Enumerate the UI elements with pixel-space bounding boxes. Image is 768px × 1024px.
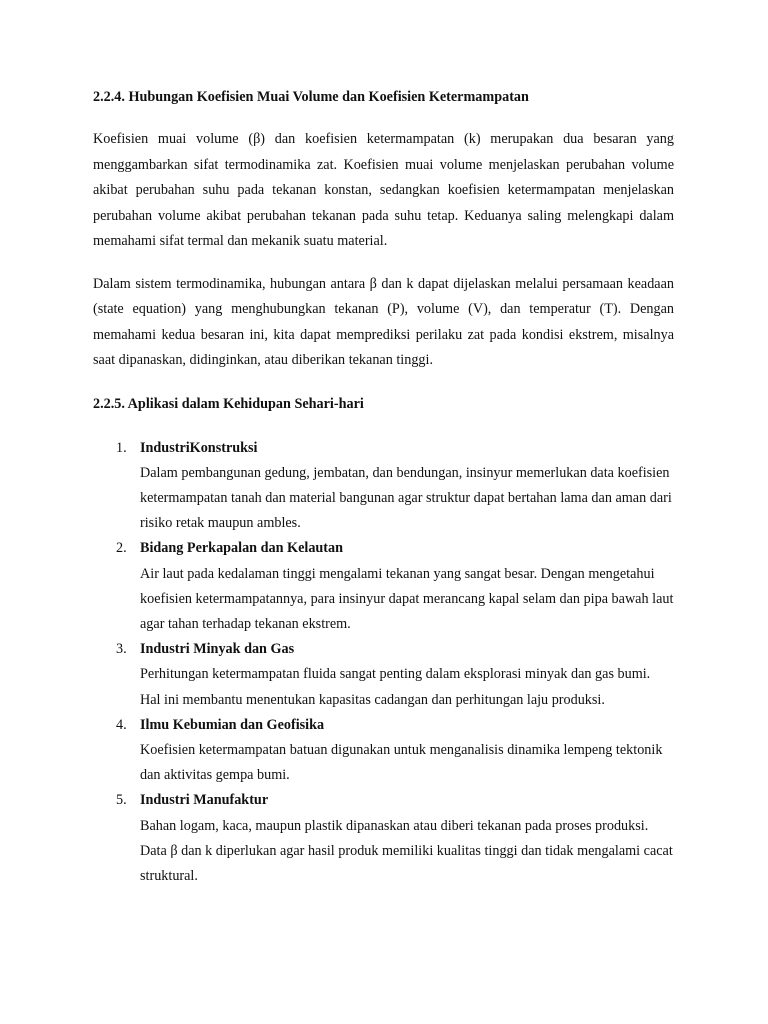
list-item-number: 5. [116,792,127,809]
list-item [93,536,674,637]
list-item [93,637,674,713]
list-item [93,713,674,789]
list-item-title: IndustriKonstruksi [140,439,258,456]
section-heading-2-2-5: 2.2.5. Aplikasi dalam Kehidupan Sehari-hari [93,395,364,412]
list-item-text: Air laut pada kedalaman tinggi mengalami tekanan yang sangat besar. Dengan mengetahui koefisien ketermampatannya, para insinyur dapat merancang kapal selam dan pipa bawah laut agar tahan terhadap tekanan ekstrem. [140,565,674,632]
list-item [93,788,674,889]
list-item-text: Perhitungan ketermampatan fluida sangat penting dalam eksplorasi minyak dan gas bumi. Hal ini membantu menentukan kapasitas cadangan dan perhitungan laju produksi. [140,666,651,708]
document-content [93,87,674,889]
list-item-title: Ilmu Kebumian dan Geofisika [140,716,325,733]
list-item-title: Industri Minyak dan Gas [140,641,295,658]
list-item-text: Koefisien ketermampatan batuan digunakan untuk menganalisis dinamika lempeng tektonik dan aktivitas gempa bumi. [140,741,663,784]
list-item-title: Bidang Perkapalan dan Kelautan [140,540,344,557]
list-item-number: 4. [116,716,127,733]
list-item-number: 2. [116,540,127,557]
paragraph-koefisien-definition: Koefisien muai volume (β) dan koefisien ketermampatan (k) merupakan dua besaran yang menggambarkan sifat termodinamika zat. Koefisien muai volume menjelaskan perubahan volume akibat perubahan suhu pada tekanan konstan, sedangkan koefisien ketermampatan menjelaskan perubahan volume akibat perubahan tekanan pada suhu tetap. Keduanya saling melengkapi dalam memahami sifat termal dan mekanik suatu material. [93,131,674,249]
list-item-text: Dalam pembangunan gedung, jembatan, dan bendungan, insinyur memerlukan data koefisien ketermampatan tanah dan material bangunan agar struktur dapat bertahan lama dan aman dari risiko retak maupun ambles. [140,464,672,532]
section-heading-2-2-4: 2.2.4. Hubungan Koefisien Muai Volume dan Koefisien Ketermampatan [93,89,529,105]
paragraph-termodinamika-relation: Dalam sistem termodinamika, hubungan antara β dan k dapat dijelaskan melalui persamaan keadaan (state equation) yang menghubungkan tekanan (P), volume (V), dan temperatur (T). Dengan memahami kedua besaran ini, kita dapat memprediksi perilaku zat pada kondisi ekstrem, misalnya saat dipanaskan, didinginkan, atau diberikan tekanan tinggi. [93,275,674,368]
list-item-text: Bahan logam, kaca, maupun plastik dipanaskan atau diberi tekanan pada proses produksi. Data β dan k diperlukan agar hasil produk memiliki kualitas tinggi dan tidak mengalami cacat struktural. [140,817,673,884]
list-item-number: 1. [116,439,127,456]
list-item-title: Industri Manufaktur [140,792,269,809]
list-item-number: 3. [116,641,127,658]
applications-list [93,436,674,890]
list-item [93,436,674,537]
